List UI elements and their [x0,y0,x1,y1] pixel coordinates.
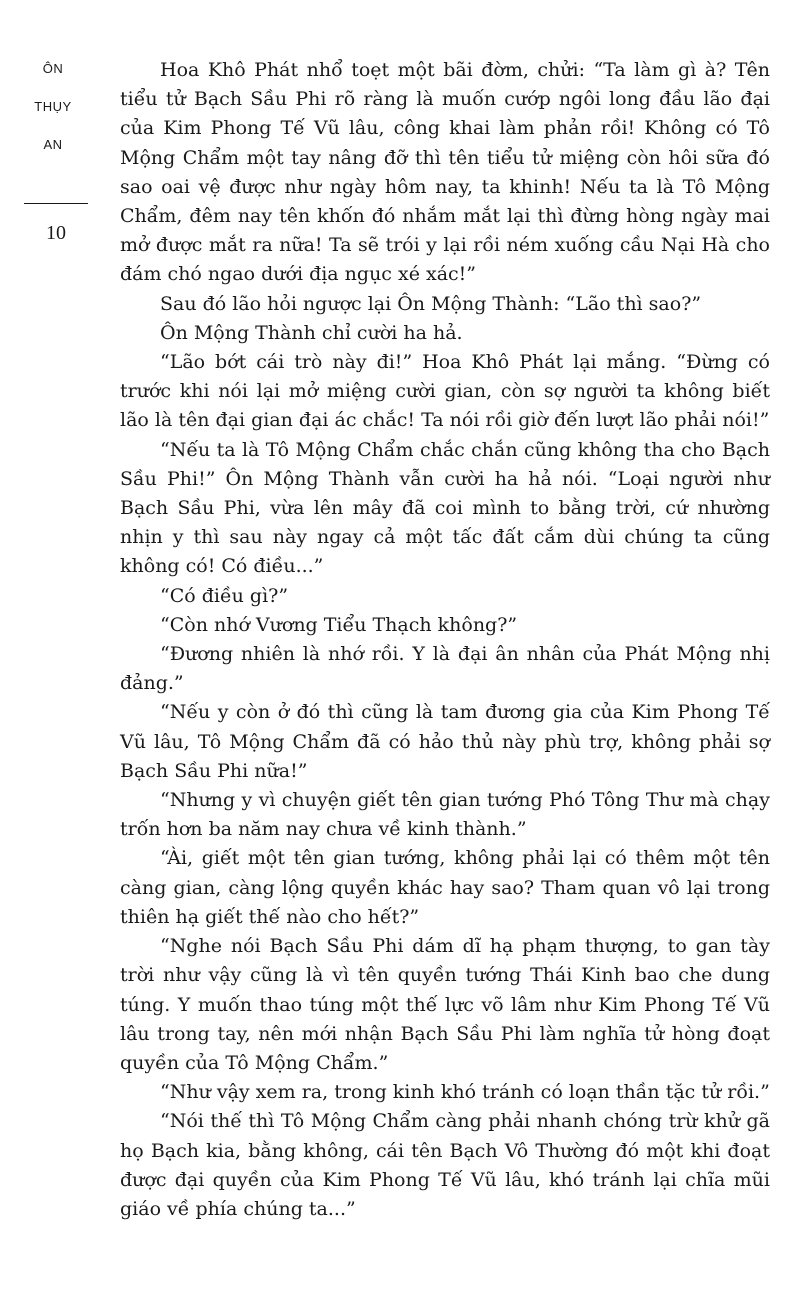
author-line: ÔN [42,61,64,76]
running-header-author [18,55,88,153]
paragraph: “Nếu ta là Tô Mộng Chẩm chắc chắn cũng không tha cho Bạch Sầu Phi!” Ôn Mộng Thành vẫn cười ha hả nói. “Loại người như Bạch Sầu Phi, vừa lên mây đã coi mình to bằng trời, cứ nhường nhịn y thì sau này ngay cả một tấc đất cắm dùi chúng ta cũng không có! Có điều...” [120,438,770,578]
paragraph: Hoa Khô Phát nhổ toẹt một bãi đờm, chửi: “Ta làm gì à? Tên tiểu tử Bạch Sầu Phi rõ ràng là muốn cướp ngôi long đầu lão đại của Kim Phong Tế Vũ lâu, công khai làm phản rồi! Không có Tô Mộng Chẩm một tay nâng đỡ thì tên tiểu tử miệng còn hôi sữa đó sao oai vệ được như ngày hôm nay, ta khinh! Nếu ta là Tô Mộng Chẩm, đêm nay tên khốn đó nhắm mắt lại thì đừng hòng ngày mai mở được mắt ra nữa! Ta sẽ trói y lại rồi ném xuống cầu Nại Hà cho đám chó ngao dưới địa ngục xé xác!” [120,59,770,286]
paragraph: Sau đó lão hỏi ngược lại Ôn Mộng Thành: “Lão thì sao?” [160,292,702,315]
author-line: THỤY [34,99,72,114]
paragraph: “Nếu y còn ở đó thì cũng là tam đương gia của Kim Phong Tế Vũ lâu, Tô Mộng Chẩm đã có hảo thủ này phù trợ, không phải sợ Bạch Sầu Phi nữa!” [120,701,770,782]
author-line: AN [43,137,63,152]
margin-divider [24,203,88,204]
page-number: 10 [46,222,66,244]
paragraph: “Nói thế thì Tô Mộng Chẩm càng phải nhanh chóng trừ khử gã họ Bạch kia, bằng không, cái tên Bạch Vô Thường đó một khi đoạt được đại quyền của Kim Phong Tế Vũ lâu, khó tránh lại chĩa mũi giáo về phía chúng ta...” [120,1110,770,1220]
paragraph: “Có điều gì?” [160,584,289,607]
paragraph: “Đương nhiên là nhớ rồi. Y là đại ân nhân của Phát Mộng nhị đảng.” [120,643,770,695]
paragraph: “Nghe nói Bạch Sầu Phi dám dĩ hạ phạm thượng, to gan tày trời như vậy cũng là vì tên quyền tướng Thái Kinh bao che dung túng. Y muốn thao túng một thế lực võ lâm như Kim Phong Tế Vũ lâu trong tay, nên mới nhận Bạch Sầu Phi làm nghĩa tử hòng đoạt quyền của Tô Mộng Chẩm.” [120,935,770,1074]
paragraph: Ôn Mộng Thành chỉ cười ha hả. [160,321,463,344]
paragraph: “Còn nhớ Vương Tiểu Thạch không?” [160,613,518,636]
paragraph: “Ài, giết một tên gian tướng, không phải lại có thêm một tên càng gian, càng lộng quyền khác hay sao? Tham quan vô lại trong thiên hạ giết thế nào cho hết?” [120,847,770,928]
paragraph: “Như vậy xem ra, trong kinh khó tránh có loạn thần tặc tử rồi.” [160,1081,770,1104]
paragraph: “Lão bớt cái trò này đi!” Hoa Khô Phát lại mắng. “Đừng có trước khi nói lại mở miệng cười gian, còn sợ người ta không biết lão là tên đại gian đại ác chắc! Ta nói rồi giờ đến lượt lão phải nói!” [120,351,770,432]
paragraph: “Nhưng y vì chuyện giết tên gian tướng Phó Tông Thư mà chạy trốn hơn ba năm nay chưa về kinh thành.” [120,789,770,841]
body-text [120,56,770,1224]
